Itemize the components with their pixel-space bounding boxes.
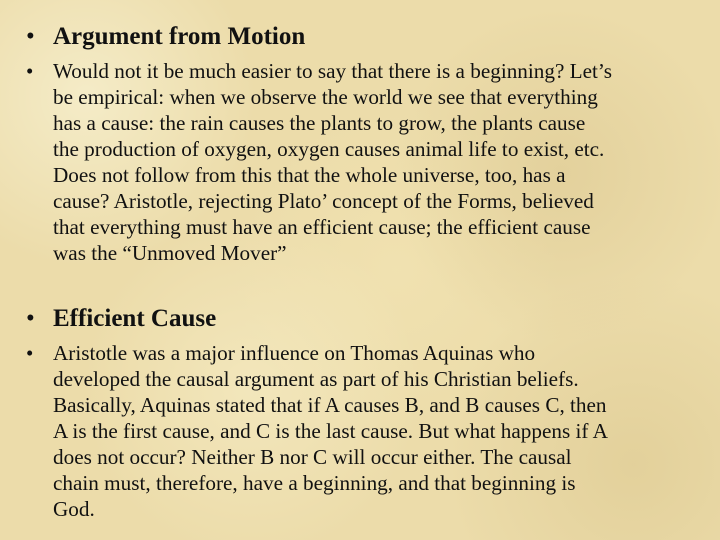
paragraph-line: Aristotle was a major influence on Thomas Aquinas who [53,341,536,365]
section-heading-motion: Argument from Motion [53,23,306,50]
paragraph-line: has a cause: the rain causes the plants to grow, the plants cause [53,111,586,135]
paragraph-line: be empirical: when we observe the world we see that everything [53,85,598,109]
bullet-icon: • [26,305,35,332]
bullet-icon: • [26,23,35,50]
section-paragraph-motion [53,58,703,266]
paragraph-line: Would not it be much easier to say that there is a beginning? Let’s [53,59,613,83]
paragraph-line: does not occur? Neither B nor C will occur either. The causal [53,445,572,469]
paragraph-line: chain must, therefore, have a beginning, and that beginning is [53,471,576,495]
section-paragraph-efficient [53,340,703,522]
bullet-icon: • [26,341,34,365]
paragraph-line: developed the causal argument as part of his Christian beliefs. [53,367,579,391]
bullet-icon: • [26,59,34,83]
paragraph-line: Does not follow from this that the whole universe, too, has a [53,163,566,187]
paragraph-line: cause? Aristotle, rejecting Plato’ concept of the Forms, believed [53,189,594,213]
paragraph-line: the production of oxygen, oxygen causes animal life to exist, etc. [53,137,605,161]
paragraph-line: that everything must have an efficient cause; the efficient cause [53,215,591,239]
paragraph-line: Basically, Aquinas stated that if A causes B, and B causes C, then [53,393,607,417]
paragraph-line: A is the first cause, and C is the last cause. But what happens if A [53,419,608,443]
paragraph-line: God. [53,497,95,521]
section-heading-efficient: Efficient Cause [53,305,217,332]
paragraph-line: was the “Unmoved Mover” [53,241,287,265]
